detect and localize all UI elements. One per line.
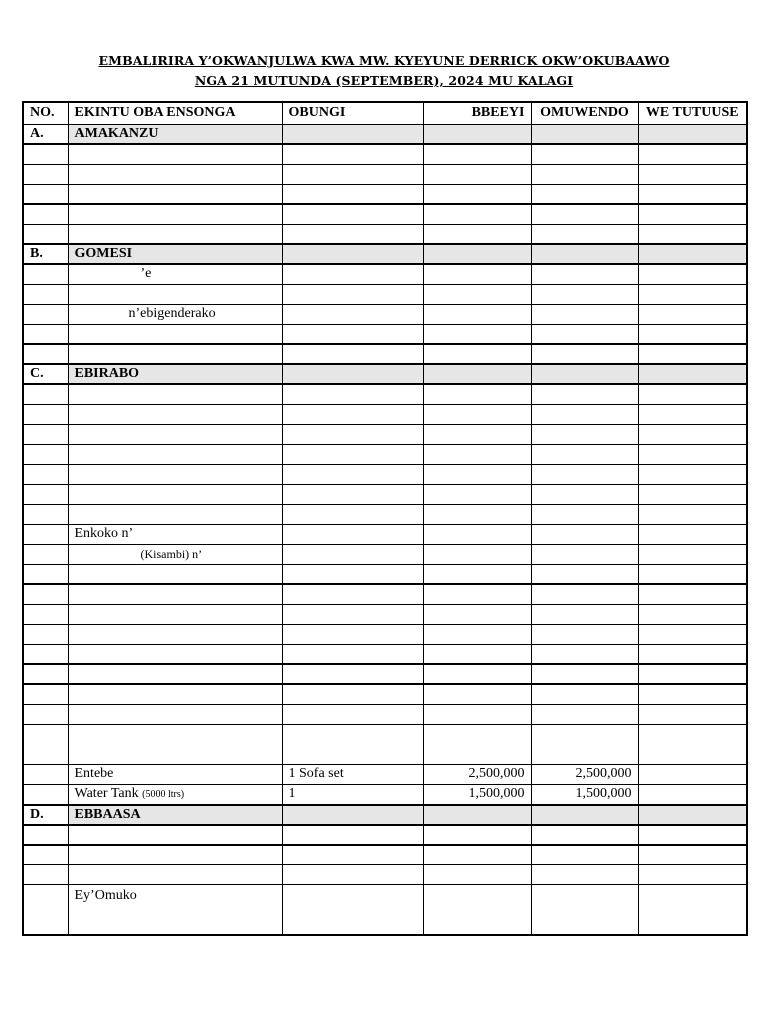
table-row: [23, 464, 747, 484]
table-row: [23, 484, 747, 504]
table-row: [23, 544, 747, 564]
section-name: EBBAASA: [68, 805, 282, 825]
budget-table: [22, 101, 748, 936]
row-total: 1,500,000: [531, 784, 638, 805]
table-row-entebe: [23, 764, 747, 784]
row-item: Entebe: [68, 764, 282, 784]
section-row-d: [23, 805, 747, 825]
section-name: EBIRABO: [68, 364, 282, 384]
table-row: [23, 324, 747, 344]
header-no: NO.: [23, 102, 68, 124]
section-row-a: [23, 124, 747, 144]
table-row: [23, 604, 747, 624]
section-name: AMAKANZU: [68, 124, 282, 144]
table-row: [23, 524, 747, 544]
header-item: EKINTU OBA ENSONGA: [68, 102, 282, 124]
section-no: C.: [23, 364, 68, 384]
table-row: [23, 504, 747, 524]
row-price: 2,500,000: [423, 764, 531, 784]
row-item-note: (5000 ltrs): [142, 788, 185, 800]
section-row-c: [23, 364, 747, 384]
table-row: [23, 684, 747, 704]
header-qty: OBUNGI: [282, 102, 423, 124]
table-row: [23, 564, 747, 584]
section-row-b: [23, 244, 747, 264]
header-total: OMUWENDO: [531, 102, 638, 124]
section-no: D.: [23, 805, 68, 825]
row-qty: 1: [282, 784, 423, 805]
table-row: [23, 644, 747, 664]
row-qty: 1 Sofa set: [282, 764, 423, 784]
table-row: [23, 865, 747, 885]
row-item: (Kisambi) n’: [68, 544, 282, 564]
table-row: [23, 204, 747, 224]
document-title-line2: NGA 21 MUTUNDA (SEPTEMBER), 2024 MU KALAGI: [194, 73, 574, 88]
table-header-row: [23, 102, 747, 124]
table-row: [23, 584, 747, 604]
table-row: [23, 164, 747, 184]
table-row: [23, 224, 747, 244]
section-no: A.: [23, 124, 68, 144]
table-row: [23, 404, 747, 424]
table-row: [23, 384, 747, 404]
table-row: [23, 444, 747, 464]
row-item: n’ebigenderako: [68, 304, 282, 324]
table-row: [23, 304, 747, 324]
table-row: [23, 704, 747, 724]
table-row: [23, 885, 747, 935]
table-row: [23, 624, 747, 644]
table-row: [23, 424, 747, 444]
row-total: 2,500,000: [531, 764, 638, 784]
document-title-line1: EMBALIRIRA Y’OKWANJULWA KWA MW. KYEYUNE DERRICK OKW’OKUBAAWO: [98, 53, 670, 68]
header-paid: WE TUTUUSE: [638, 102, 747, 124]
header-price: BBEEYI: [423, 102, 531, 124]
row-item: ’e: [68, 264, 282, 284]
section-no: B.: [23, 244, 68, 264]
section-name: GOMESI: [68, 244, 282, 264]
table-row: [23, 344, 747, 364]
table-row: [23, 264, 747, 284]
table-row: [23, 724, 747, 764]
row-item: Ey’Omuko: [68, 885, 282, 935]
table-row-water-tank: [23, 784, 747, 805]
table-row: [23, 845, 747, 865]
table-row: [23, 184, 747, 204]
table-row: [23, 664, 747, 684]
table-row: [23, 144, 747, 164]
row-item: Water Tank (5000 ltrs): [68, 784, 282, 805]
row-item: Enkoko n’: [68, 524, 282, 544]
table-row: [23, 284, 747, 304]
table-row: [23, 825, 747, 845]
row-price: 1,500,000: [423, 784, 531, 805]
